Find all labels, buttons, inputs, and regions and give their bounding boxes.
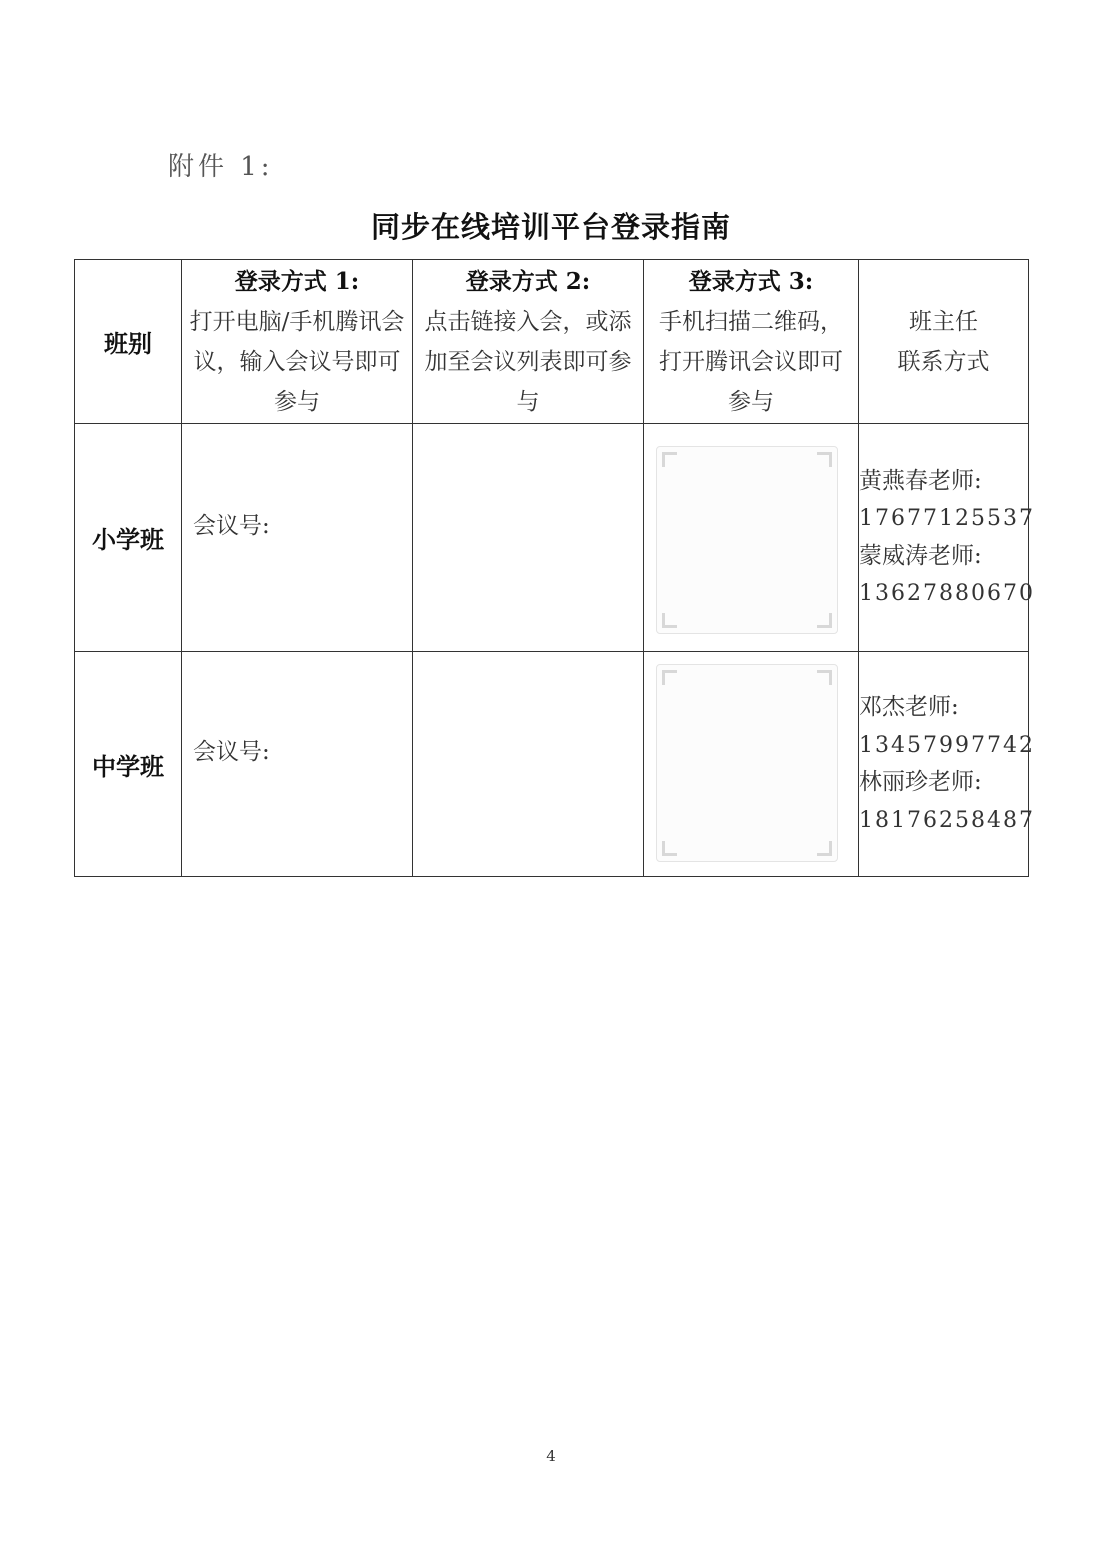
login-guide-table — [74, 259, 1035, 877]
table-row — [75, 652, 1029, 877]
meeting-id-cell — [182, 652, 413, 877]
attachment-label: 附件 1: — [168, 152, 274, 182]
meeting-link-cell[interactable] — [413, 424, 644, 652]
method-2-description: 点击链接入会，或添加至会议列表即可参与 — [424, 308, 632, 415]
contact-phone: 13457997742 — [859, 732, 1035, 758]
qr-code-cell — [644, 424, 859, 652]
table-row — [75, 424, 1029, 652]
qr-code-cell — [644, 652, 859, 877]
contact-name: 蒙威涛老师: — [859, 542, 982, 569]
method-2-title: 登录方式 2: — [465, 267, 591, 295]
header-contact-line-2: 联系方式 — [897, 348, 990, 375]
qr-code-image[interactable] — [656, 446, 838, 634]
contact-name: 林丽珍老师: — [859, 769, 982, 795]
contact-cell — [859, 652, 1035, 877]
header-contact-line-1: 班主任 — [909, 308, 978, 335]
meeting-id-cell — [182, 424, 413, 652]
contact-phone: 13627880670 — [859, 581, 1035, 606]
page-number: 4 — [546, 1447, 556, 1465]
method-3-description: 手机扫描二维码，打开腾讯会议即可参与 — [659, 308, 843, 415]
method-3-title: 登录方式 3: — [688, 267, 814, 295]
qr-code-image[interactable] — [656, 664, 838, 862]
table-header-row — [75, 260, 1029, 424]
header-class: 班别 — [75, 260, 182, 424]
contact-name: 黄燕春老师: — [859, 467, 982, 494]
contact-name: 邓杰老师: — [859, 694, 959, 720]
meeting-id-label: 会议号: — [193, 739, 270, 765]
contact-phone: 17677125537 — [859, 506, 1035, 531]
method-1-title: 登录方式 1: — [234, 267, 360, 295]
header-contact — [859, 260, 1029, 424]
header-method-3 — [644, 260, 859, 424]
class-name: 小学班 — [75, 424, 182, 652]
header-method-1 — [182, 260, 413, 424]
contact-cell — [859, 424, 1035, 652]
method-1-description: 打开电脑/手机腾讯会议，输入会议号即可参与 — [189, 308, 405, 415]
document-title: 同步在线培训平台登录指南 — [370, 210, 731, 244]
meeting-id-label: 会议号: — [193, 513, 270, 539]
meeting-link-cell[interactable] — [413, 652, 644, 877]
class-name: 中学班 — [75, 652, 182, 877]
contact-phone: 18176258487 — [859, 807, 1035, 833]
header-method-2 — [413, 260, 644, 424]
